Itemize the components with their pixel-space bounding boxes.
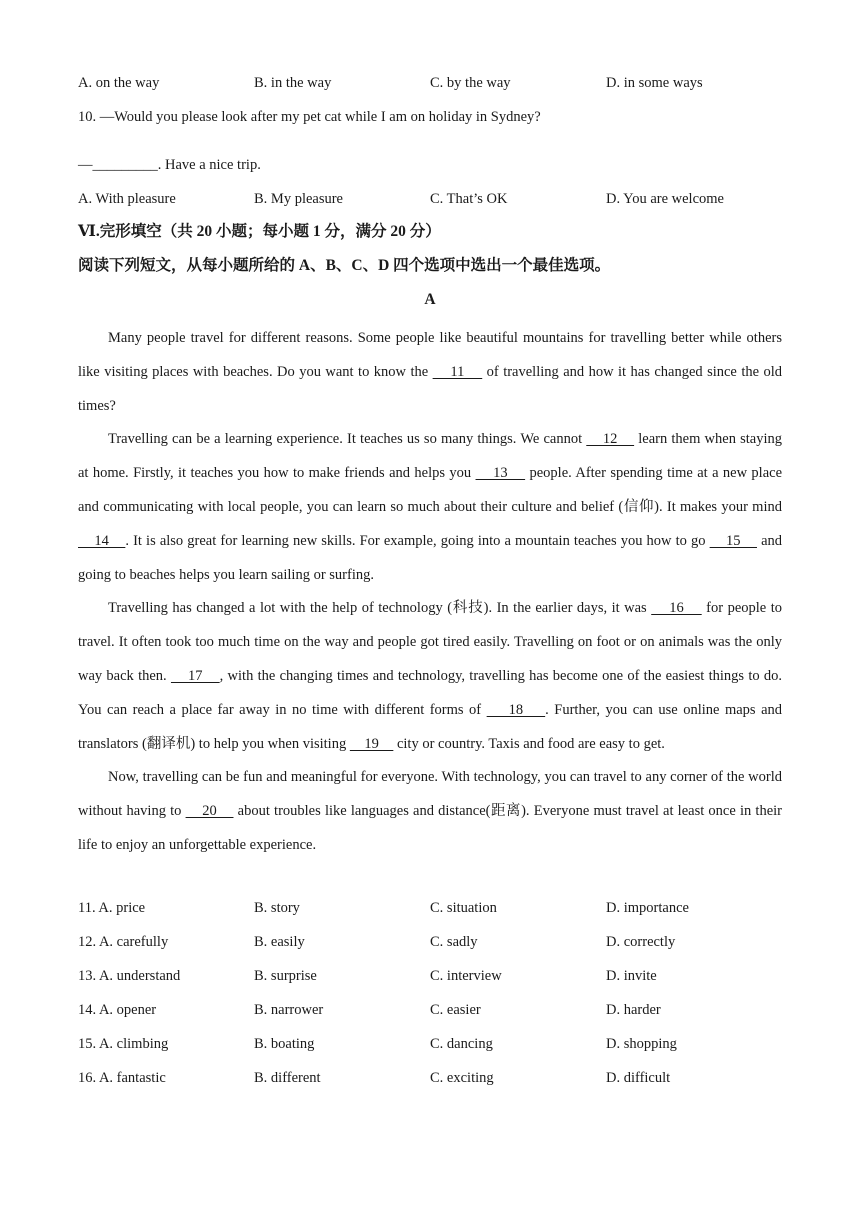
text: Travelling can be a learning experience. It teaches us so many things. We cannot: [108, 431, 587, 448]
paragraph-1: [78, 322, 782, 423]
text: Many people travel for different reasons. Some people like beautiful mountains for travelling better while others like visiting places with beaches. Do you want to know the: [78, 330, 782, 380]
question-12-options: [78, 931, 782, 953]
section-title: Ⅵ.完形填空（共 20 小题；每小题 1 分，满分 20 分）: [78, 223, 441, 240]
text: . It is also great for learning new skills. For example, going into a mountain teaches you how to go: [125, 532, 710, 549]
blank-20: 20: [185, 803, 234, 820]
option-a: 16. A. fantastic: [78, 1070, 166, 1086]
q9-options: [78, 72, 782, 94]
blank-16: 16: [651, 600, 702, 617]
text: , with the changing times and technology, travelling has become one of the easiest things to do. You can reach a place far away in no time with different forms of: [78, 667, 782, 718]
blank-12: 12: [586, 431, 635, 448]
text: of travelling and how it has changed since the old times?: [78, 363, 783, 414]
question-15-options: [78, 1033, 782, 1055]
option-c: C. interview: [430, 968, 502, 984]
question-14-options: [78, 999, 782, 1021]
option-c: C. sadly: [430, 934, 478, 950]
option-b: B. surprise: [254, 968, 317, 984]
passage: [78, 322, 782, 863]
option-b: B. narrower: [254, 1002, 324, 1018]
question-13-options: [78, 965, 782, 987]
option-d: D. importance: [606, 900, 689, 916]
option-c: C. easier: [430, 1002, 481, 1018]
option-b: B. easily: [254, 934, 305, 950]
paragraph-2: [78, 423, 782, 592]
question-16-options: [78, 1067, 782, 1089]
passage-label: A: [424, 291, 436, 308]
text: city or country. Taxis and food are easy to get.: [393, 735, 665, 752]
option-c: C. exciting: [430, 1070, 494, 1086]
option-a: 12. A. carefully: [78, 934, 169, 950]
option-a: 13. A. understand: [78, 968, 181, 984]
option-b: B. story: [254, 900, 300, 916]
option-a: 14. A. opener: [78, 1002, 157, 1018]
option-c: C. That’s OK: [430, 191, 508, 207]
option-d: D. You are welcome: [606, 191, 724, 207]
blank-14: 14: [78, 532, 126, 549]
section-instruction: 阅读下列短文，从每小题所给的 A、B、C、D 四个选项中选出一个最佳选项。: [78, 257, 611, 274]
option-a: 11. A. price: [78, 900, 146, 916]
text: people. After spending time at a new place and communicating with local people, you can learn so much about their culture and belief (信仰). It makes your mind: [78, 465, 783, 515]
option-a: A. With pleasure: [78, 191, 176, 207]
option-c: C. dancing: [430, 1036, 493, 1052]
option-c: C. situation: [430, 900, 497, 916]
q10-answer-line: —_________. Have a nice trip.: [78, 157, 261, 173]
text: learn them when staying at home. Firstly, it teaches you how to make friends and helps you: [78, 431, 783, 482]
text: . Further, you can use online maps and translators (翻译机) to help you when visiting: [78, 701, 783, 752]
blank-11: 11: [432, 363, 483, 380]
option-b: B. different: [254, 1070, 321, 1086]
option-b: B. in the way: [254, 75, 332, 91]
option-d: D. harder: [606, 1002, 661, 1018]
option-d: D. invite: [606, 968, 657, 984]
option-d: D. difficult: [606, 1070, 671, 1086]
option-b: B. boating: [254, 1036, 315, 1052]
option-b: B. My pleasure: [254, 191, 343, 207]
q10-options: [78, 188, 782, 210]
paragraph-4: [78, 761, 782, 862]
blank-18: 18: [486, 701, 546, 718]
option-d: D. in some ways: [606, 75, 703, 91]
blank-19: 19: [349, 735, 394, 752]
option-a: A. on the way: [78, 75, 160, 91]
paragraph-3: [78, 592, 782, 761]
text: about troubles like languages and distance(距离). Everyone must travel at least once in their life to enjoy an unforgettable experience.: [78, 803, 782, 853]
text: Travelling has changed a lot with the help of technology (科技). In the earlier days, it was: [108, 600, 652, 617]
text: for people to travel. It often took too much time on the way and people got tired easily. Travelling on foot or on animals was the only way back then.: [78, 600, 783, 684]
text: and going to beaches helps you learn sailing or surfing.: [78, 532, 783, 583]
option-d: D. correctly: [606, 934, 676, 950]
option-c: C. by the way: [430, 75, 511, 91]
option-d: D. shopping: [606, 1036, 677, 1052]
text: Now, travelling can be fun and meaningful for everyone. With technology, you can travel to any corner of the world without having to: [78, 769, 782, 820]
blank-13: 13: [475, 465, 526, 482]
question-11-options: [78, 897, 782, 919]
blank-17: 17: [170, 667, 220, 684]
q10-question: 10. —Would you please look after my pet cat while I am on holiday in Sydney?: [78, 109, 541, 125]
option-a: 15. A. climbing: [78, 1036, 169, 1052]
blank-15: 15: [709, 532, 757, 549]
